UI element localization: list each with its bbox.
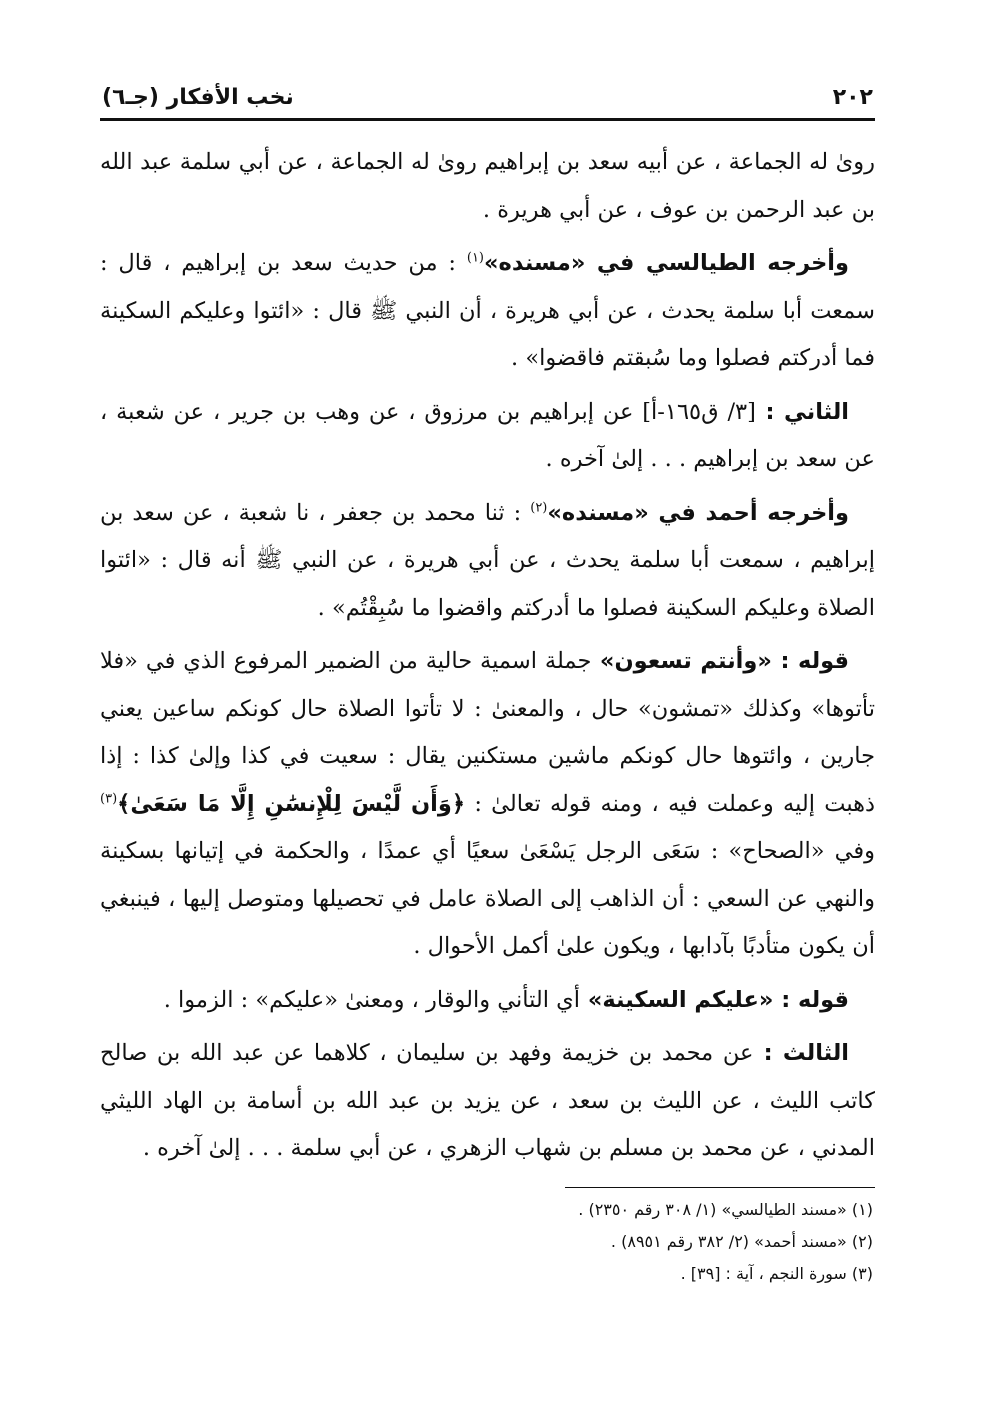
- footnote-marker[interactable]: (٢): [530, 500, 548, 515]
- footnote-marker[interactable]: (٣): [100, 791, 118, 806]
- footnote: (٢) «مسند أحمد» (٢/ ٣٨٢ رقم ٨٩٥١) .: [610, 1231, 873, 1251]
- text-run: عن محمد بن خزيمة وفهد بن سليمان ، كلاهما عن عبد الله بن صالح كاتب الليث ، عن الليث بن سعد ، عن يزيد بن عبد الله بن أسامة بن الهاد الليثي المدني ، عن محمد بن مسلم بن شهاب الزهري ، عن أبي سلمة . . . إلىٰ آخره .: [100, 1040, 875, 1161]
- text-run: جملة اسمية حالية من الضمير المرفوع الذي في «فلا تأتوها» وكذلك «تمشون» حال ، والمعنىٰ : لا تأتوا الصلاة حال كونكم ساعين يعني جارين ، وائتوها حال كونكم ماشين مستكنين يقال : سعيت في كذا وإلىٰ كذا : إذا ذهبت إليه وعملت فيه ، ومنه قوله تعالىٰ :: [100, 648, 875, 817]
- footnotes: [100, 1194, 875, 1290]
- text-run: وفي «الصحاح» : سَعَى الرجل يَسْعَىٰ سعيًا أي عمدًا ، والحكمة في إتيانها بسكينة والنهي عن السعي : أن الذاهب إلى الصلاة عامل في تحصيلها ومتوصل إليها ، فينبغي أن يكون متأدبًا بآدابها ، ويكون علىٰ أكمل الأحوال .: [100, 838, 875, 959]
- main-text: [100, 139, 875, 1173]
- page-number: ٢٠٢: [832, 85, 873, 110]
- footnote-divider: [565, 1187, 875, 1188]
- paragraph: [100, 389, 875, 484]
- paragraph: [100, 977, 875, 1025]
- text-run: : من حديث سعد بن إبراهيم ، قال : سمعت أبا سلمة يحدث ، عن أبي هريرة ، أن النبي ﷺ قال : «ائتوا وعليكم السكينة فما أدركتم فصلوا وما سُبقتم فاقضوا» .: [100, 250, 875, 371]
- bold-text: الثالث :: [753, 1040, 849, 1066]
- text-run: : ثنا محمد بن جعفر ، نا شعبة ، عن سعد بن إبراهيم ، سمعت أبا سلمة يحدث ، عن أبي هريرة ، عن النبي ﷺ أنه قال : «ائتوا الصلاة وعليكم السكينة فصلوا ما أدركتم واقضوا ما سُبِقْتُم» .: [100, 499, 875, 621]
- text-run: [٣/ ق١٦٥-أ] عن إبراهيم بن مرزوق ، عن وهب بن جرير ، عن شعبة ، عن سعد بن إبراهيم . . . إلىٰ آخره .: [100, 398, 875, 472]
- paragraph: [100, 490, 875, 633]
- page-header: [100, 72, 875, 121]
- footnote: (١) «مسند الطيالسي» (١/ ٣٠٨ رقم ٢٣٥٠) .: [578, 1199, 873, 1219]
- bold-text: ﴿وَأَن لَّيْسَ لِلْإِنسَٰنِ إِلَّا مَا سَعَىٰ﴾: [117, 790, 466, 817]
- text-run: أي التأني والوقار ، ومعنىٰ «عليكم» : الزموا .: [163, 986, 581, 1013]
- paragraph: [100, 139, 875, 234]
- footnote-marker[interactable]: (١): [466, 250, 484, 266]
- bold-text: قوله : «وأنتم تسعون»: [591, 648, 849, 674]
- bold-text: وأخرجه أحمد في «مسنده»: [547, 499, 849, 526]
- bold-text: وأخرجه الطيالسي في «مسنده»: [484, 250, 849, 276]
- bold-text: الثاني :: [755, 398, 849, 425]
- paragraph: [100, 240, 875, 383]
- book-page: [100, 72, 875, 1372]
- text-run: روىٰ له الجماعة ، عن أبيه سعد بن إبراهيم روىٰ له الجماعة ، عن أبي سلمة عبد الله بن عبد الرحمن بن عوف ، عن أبي هريرة .: [100, 149, 875, 223]
- paragraph: [100, 638, 875, 971]
- book-title: نخب الأفكار (جـ٦): [102, 85, 294, 110]
- paragraph: [100, 1030, 875, 1173]
- footnote: (٣) سورة النجم ، آية : [٣٩] .: [680, 1263, 873, 1283]
- bold-text: قوله : «عليكم السكينة»: [580, 986, 849, 1013]
